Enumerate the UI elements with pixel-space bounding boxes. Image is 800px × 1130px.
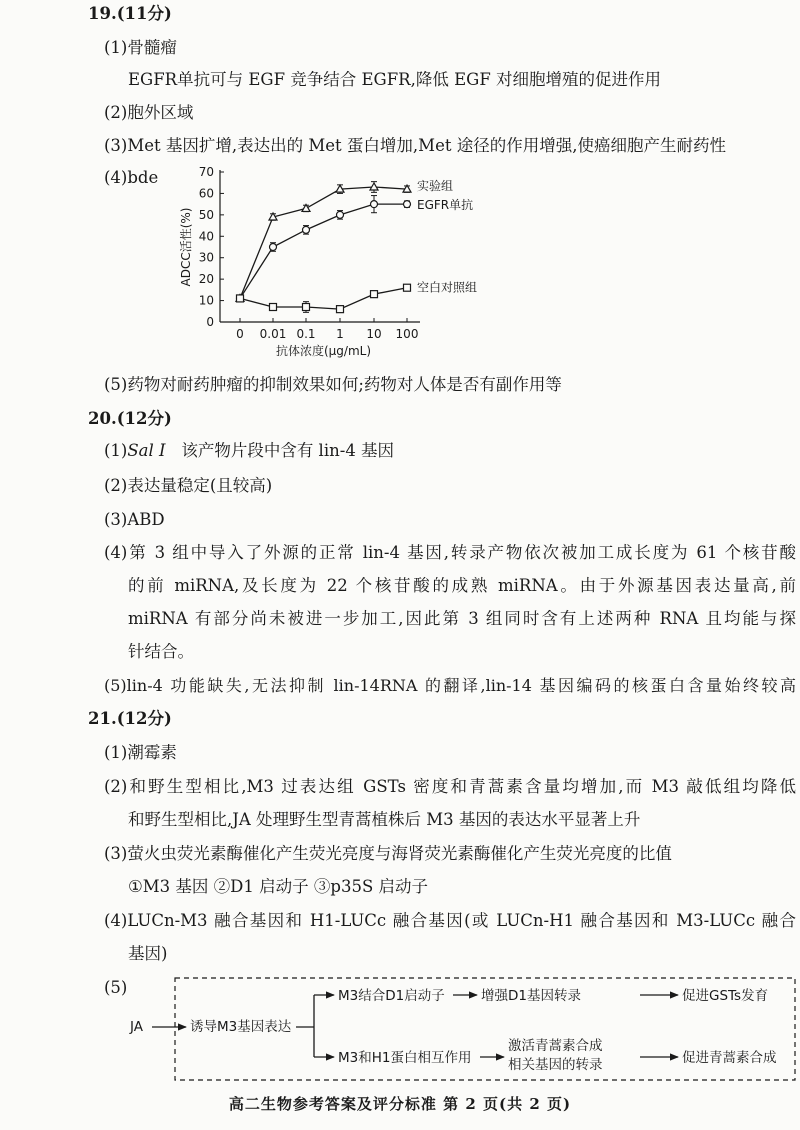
x-tick-label: 0.01: [259, 327, 287, 341]
data-point-square: [371, 291, 378, 298]
q20-answer-3: (3)ABD: [104, 510, 165, 529]
q20-answer-2: (2)表达量稳定(且较高): [104, 476, 273, 495]
series-line-2: [240, 288, 407, 309]
q20-answer-4-line3: miRNA 有部分尚未被进一步加工,因此第 3 组同时含有上述两种 RNA 且均能与探: [128, 609, 796, 628]
x-axis-label: 抗体浓度(μg/mL): [275, 344, 372, 358]
q21-answer-2-line2: 和野生型相比,JA 处理野生型青蒿植株后 M3 基因的表达水平显著上升: [128, 810, 641, 829]
q19-answer-1: (1)骨髓瘤: [104, 38, 177, 57]
flow-bottom-step1: M3和H1蛋白相互作用: [338, 1050, 472, 1066]
flow-top-step1: M3结合D1启动子: [338, 988, 445, 1004]
q19-header: 19.(11分): [88, 4, 172, 23]
flow-bottom-step3: 促进青蒿素合成: [682, 1050, 777, 1066]
data-point-circle: [303, 226, 310, 233]
data-point-square: [270, 304, 277, 311]
data-point-square: [404, 284, 411, 291]
adcc-line-chart: [170, 162, 530, 362]
y-tick-label: 0: [206, 315, 214, 329]
q19-answer-1-text: EGFR单抗可与 EGF 竞争结合 EGFR,降低 EGF 对细胞增殖的促进作用: [128, 70, 662, 89]
q19-answer-5: (5)药物对耐药肿瘤的抑制效果如何;药物对人体是否有副作用等: [104, 375, 562, 394]
chart-axes: [199, 165, 420, 341]
series-label-2: 空白对照组: [417, 280, 478, 295]
series-label-1: EGFR单抗: [417, 198, 474, 213]
flow-top-step3: 促进GSTs发育: [682, 988, 769, 1004]
y-tick-label: 10: [198, 293, 214, 308]
chart-labels: [178, 179, 477, 358]
q19-answer-2: (2)胞外区域: [104, 103, 194, 122]
data-point-triangle: [370, 183, 378, 190]
flow-induce: 诱导M3基因表达: [190, 1019, 292, 1035]
x-tick-label: 100: [395, 327, 419, 341]
q19-answer-3: (3)Met 基因扩增,表达出的 Met 蛋白增加,Met 途径的作用增强,使癌细胞产生耐药性: [104, 136, 726, 155]
y-tick-label: 40: [198, 229, 214, 244]
data-point-square: [237, 295, 244, 302]
enzyme-name: Sal Ⅰ: [127, 441, 166, 460]
y-tick-label: 50: [198, 207, 214, 222]
y-tick-label: 70: [198, 165, 214, 179]
data-point-circle: [270, 244, 277, 251]
data-point-circle: [371, 201, 378, 208]
series-line-1: [240, 204, 407, 298]
chart-series: [236, 182, 411, 313]
y-tick-label: 60: [198, 186, 214, 201]
flow-bottom-step2-line2: 相关基因的转录: [508, 1057, 603, 1073]
flow-top-step2: 增强D1基因转录: [481, 988, 581, 1004]
y-tick-label: 20: [198, 272, 214, 287]
y-axis-label: ADCC活性(%): [179, 207, 193, 287]
q20-answer-4-line4: 针结合。: [128, 642, 194, 661]
q21-answer-5: (5): [104, 978, 128, 997]
flow-bottom-step2-line1: 激活青蒿素合成: [508, 1038, 603, 1054]
q20-answer-1: (1)Sal Ⅰ 该产物片段中含有 lin-4 基因: [104, 441, 395, 460]
q21-answer-1: (1)潮霉素: [104, 743, 177, 762]
q19-answer-4: (4)bde: [104, 168, 159, 187]
y-tick-label: 30: [198, 250, 214, 265]
q20-answer-5: (5)lin-4 功能缺失,无法抑制 lin-14RNA 的翻译,lin-14 基因编码的核蛋白含量始终较高: [104, 676, 796, 695]
q21-answer-3-line2: ①M3 基因 ②D1 启动子 ③p35S 启动子: [128, 877, 428, 896]
data-point-square: [303, 304, 310, 311]
flow-ja: JA: [130, 1019, 143, 1035]
x-tick-label: 10: [366, 327, 382, 341]
x-tick-label: 1: [336, 327, 344, 341]
data-point-circle: [404, 201, 411, 208]
data-point-square: [337, 306, 344, 313]
q21-answer-4-line2: 基因): [128, 944, 168, 963]
ja-regulation-flowchart: [120, 975, 800, 1085]
x-tick-label: 0: [236, 327, 244, 341]
q21-answer-3-line1: (3)萤火虫荧光素酶催化产生荧光亮度与海肾荧光素酶催化产生荧光亮度的比值: [104, 844, 672, 863]
q20-answer-4-line1: (4)第 3 组中导入了外源的正常 lin-4 基因,转录产物依次被加工成长度为 61 个核苷酸: [104, 543, 796, 562]
x-tick-label: 0.1: [296, 327, 316, 341]
q21-answer-4-line1: (4)LUCn-M3 融合基因和 H1-LUCc 融合基因(或 LUCn-H1 融合基因和 M3-LUCc 融合: [104, 911, 796, 930]
data-point-circle: [337, 211, 344, 218]
q20-answer-4-line2: 的前 miRNA,及长度为 22 个核苷酸的成熟 miRNA。由于外源基因表达量高,前: [128, 576, 796, 595]
q20-header: 20.(12分): [88, 409, 172, 428]
q21-answer-2-line1: (2)和野生型相比,M3 过表达组 GSTs 密度和青蒿素含量均增加,而 M3 敲低组均降低: [104, 777, 796, 796]
page-footer: 高二生物参考答案及评分标准 第 2 页(共 2 页): [228, 1095, 572, 1113]
series-label-0: 实验组: [417, 179, 454, 194]
q21-header: 21.(12分): [88, 709, 172, 728]
